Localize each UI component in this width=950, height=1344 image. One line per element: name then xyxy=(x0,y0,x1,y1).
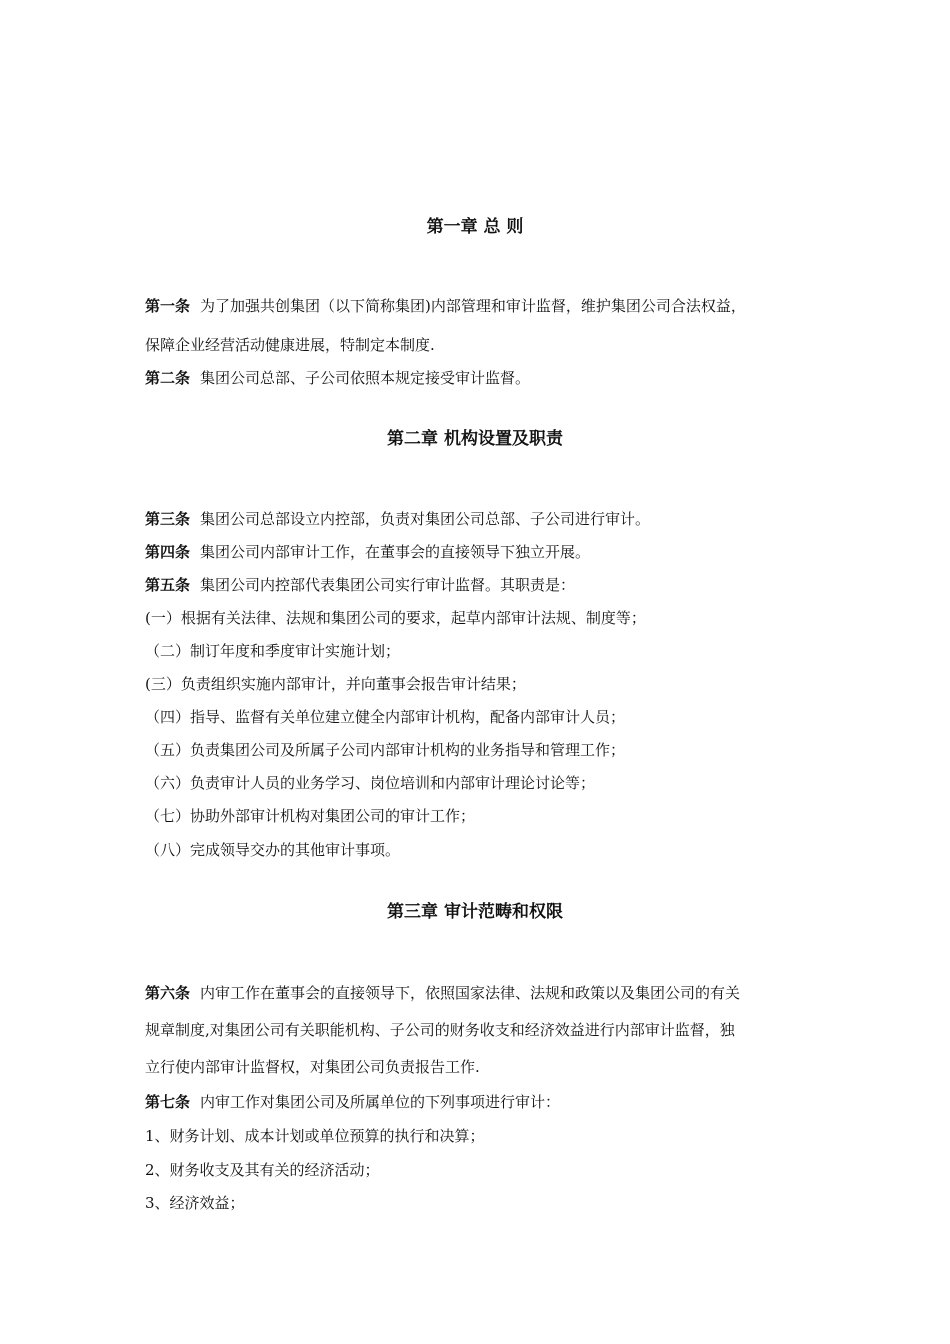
article-text: 集团公司内部审计工作，在董事会的直接领导下独立开展。 xyxy=(200,543,591,561)
article-text: 保障企业经营活动健康进展，特制定本制度. xyxy=(145,336,435,354)
article-line xyxy=(145,1057,480,1077)
list-item xyxy=(145,806,475,826)
article-text: 内审工作在董事会的直接领导下，依照国家法律、法规和政策以及集团公司的有关 xyxy=(200,984,741,1002)
list-item xyxy=(145,1126,485,1146)
list-item xyxy=(145,608,646,628)
article-label: 第一条 xyxy=(145,297,191,315)
article-line xyxy=(145,296,746,316)
article-label: 第六条 xyxy=(145,984,191,1002)
chapter-1-title: 第一章 总 则 xyxy=(426,217,524,237)
article-label: 第四条 xyxy=(145,543,191,561)
list-item xyxy=(145,641,400,661)
list-item-text: （五）负责集团公司及所属子公司内部审计机构的业务指导和管理工作； xyxy=(145,741,626,759)
article-text: 立行使内部审计监督权，对集团公司负责报告工作. xyxy=(145,1058,480,1076)
article-line xyxy=(145,509,650,529)
list-item-text: (一）根据有关法律、法规和集团公司的要求，起草内部审计法规、制度等； xyxy=(145,609,646,627)
article-label: 第七条 xyxy=(145,1093,191,1111)
list-item-text: 3、经济效益； xyxy=(145,1194,245,1212)
article-line xyxy=(145,1092,560,1112)
article-text: 集团公司总部设立内控部，负责对集团公司总部、子公司进行审计。 xyxy=(200,510,651,528)
article-label: 第五条 xyxy=(145,576,191,594)
chapter-3-title: 第三章 审计范畴和权限 xyxy=(387,902,563,922)
list-item-text: （四）指导、监督有关单位建立健全内部审计机构，配备内部审计人员； xyxy=(145,708,626,726)
article-line xyxy=(145,983,740,1003)
list-item-text: 2、财务收支及其有关的经济活动； xyxy=(145,1161,380,1179)
article-line xyxy=(145,335,435,355)
list-item-text: （二）制订年度和季度审计实施计划； xyxy=(145,642,401,660)
list-item-text: （六）负责审计人员的业务学习、岗位培训和内部审计理论讨论等； xyxy=(145,774,596,792)
list-item xyxy=(145,674,526,694)
list-item xyxy=(145,773,595,793)
list-item xyxy=(145,707,625,727)
list-item-text: （八）完成领导交办的其他审计事项。 xyxy=(145,841,401,859)
list-item-text: （七）协助外部审计机构对集团公司的审计工作； xyxy=(145,807,476,825)
list-item-text: 1、财务计划、成本计划或单位预算的执行和决算； xyxy=(145,1127,485,1145)
chapter-2-title: 第二章 机构设置及职责 xyxy=(387,429,563,449)
list-item xyxy=(145,740,625,760)
list-item xyxy=(145,1193,245,1213)
article-text: 为了加强共创集团（以下简称集团)内部管理和审计监督，维护集团公司合法权益， xyxy=(200,297,746,315)
article-line xyxy=(145,368,530,388)
article-line xyxy=(145,575,575,595)
article-text: 内审工作对集团公司及所属单位的下列事项进行审计： xyxy=(200,1093,561,1111)
article-label: 第三条 xyxy=(145,510,191,528)
list-item-text: (三）负责组织实施内部审计，并向董事会报告审计结果； xyxy=(145,675,526,693)
article-line xyxy=(145,542,590,562)
article-text: 集团公司总部、子公司依照本规定接受审计监督。 xyxy=(200,369,531,387)
list-item xyxy=(145,1160,380,1180)
article-text: 规章制度,对集团公司有关职能机构、子公司的财务收支和经济效益进行内部审计监督，独 xyxy=(145,1021,735,1039)
article-text: 集团公司内控部代表集团公司实行审计监督。其职责是： xyxy=(200,576,576,594)
article-line xyxy=(145,1020,735,1040)
list-item xyxy=(145,840,400,860)
article-label: 第二条 xyxy=(145,369,191,387)
